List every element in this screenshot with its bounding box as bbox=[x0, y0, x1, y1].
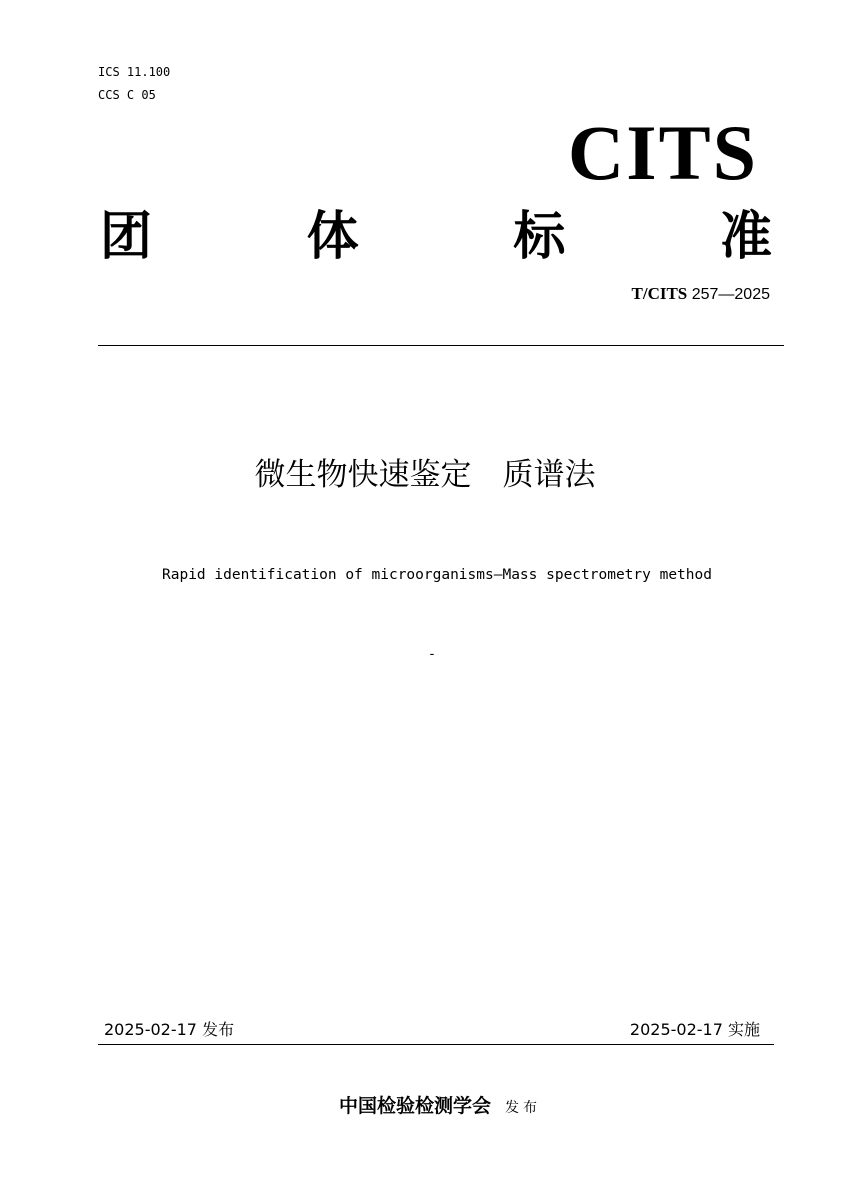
category-char: 团 bbox=[100, 206, 153, 267]
document-title-chinese: 微生物快速鉴定 质谱法 bbox=[254, 457, 596, 493]
category-char: 体 bbox=[306, 206, 359, 267]
standard-number-prefix: T/CITS bbox=[631, 284, 688, 303]
top-divider bbox=[98, 345, 784, 346]
ccs-code: CCS C 05 bbox=[98, 88, 156, 102]
draft-mark: - bbox=[429, 645, 435, 661]
implementation-date: 2025-02-17 实施 bbox=[629, 1020, 760, 1039]
standard-number bbox=[560, 284, 770, 305]
issue-date: 2025-02-17 发布 bbox=[104, 1020, 235, 1039]
publisher-action: 发布 bbox=[505, 1100, 541, 1116]
ics-code: ICS 11.100 bbox=[98, 65, 171, 79]
category-char: 准 bbox=[719, 206, 772, 267]
cits-logo: CITS bbox=[567, 109, 758, 196]
category-char: 标 bbox=[513, 206, 566, 267]
publisher-name: 中国检验检测学会 bbox=[338, 1095, 491, 1117]
bottom-divider bbox=[98, 1044, 774, 1045]
publisher bbox=[250, 1093, 630, 1121]
document-title-english: Rapid identification of microorganisms—Mass spectrometry method bbox=[162, 567, 712, 583]
standard-number-value: 257—2025 bbox=[687, 286, 770, 303]
standard-category bbox=[100, 205, 772, 269]
